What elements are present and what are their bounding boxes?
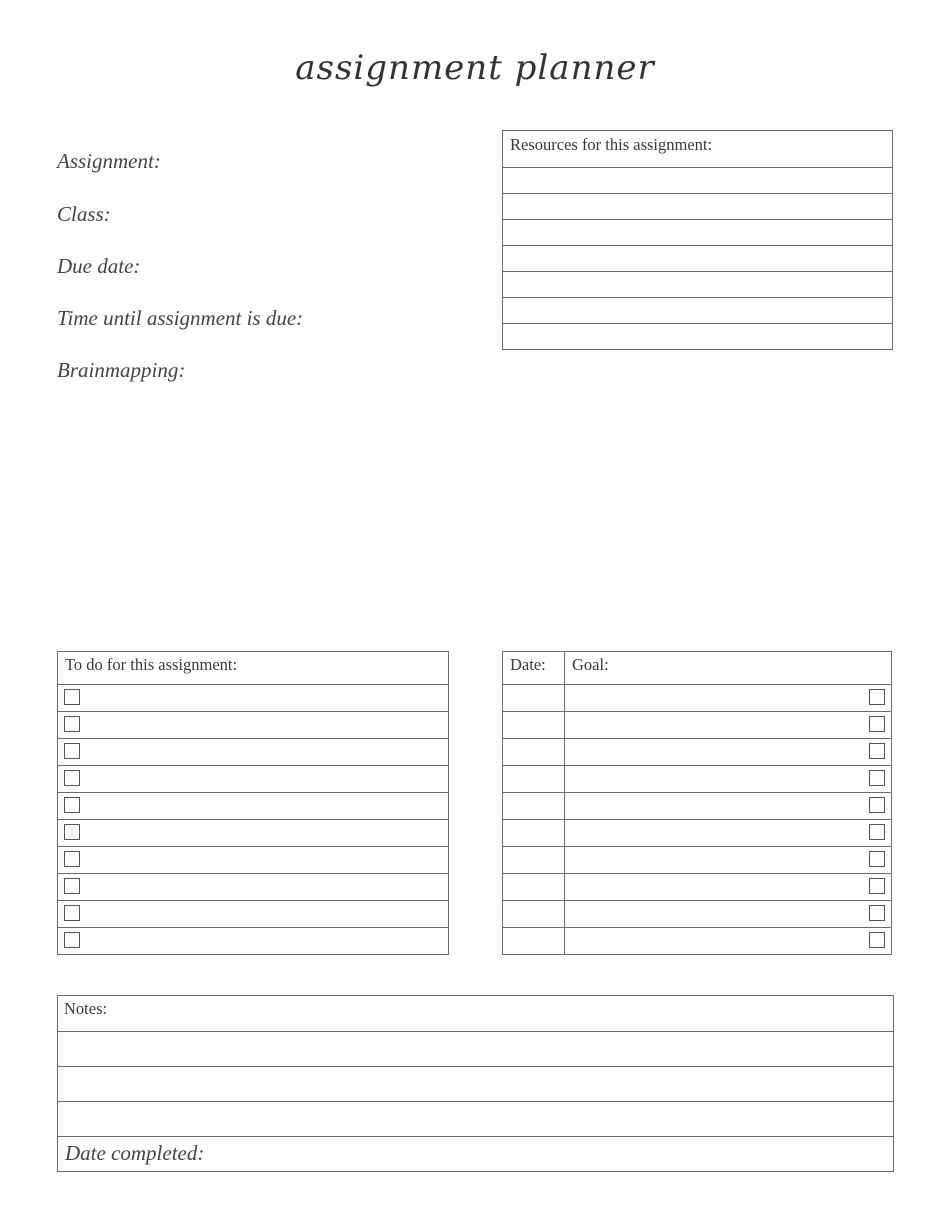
goal-cell[interactable] [565, 685, 892, 712]
todo-item-cell[interactable] [58, 739, 449, 766]
resource-line [503, 246, 893, 272]
goal-row [503, 928, 892, 955]
todo-item-cell[interactable] [58, 928, 449, 955]
goal-date-cell[interactable] [503, 739, 565, 766]
goal-date-cell[interactable] [503, 766, 565, 793]
notes-line-cell[interactable] [58, 1102, 894, 1137]
time-until-due-label: Time until assignment is due: [57, 306, 304, 330]
resources-table [502, 130, 893, 350]
goal-cell[interactable] [565, 820, 892, 847]
goal-checkbox[interactable] [869, 824, 885, 840]
resource-line [503, 194, 893, 220]
goal-row [503, 685, 892, 712]
class-label: Class: [57, 202, 111, 226]
goal-row [503, 739, 892, 766]
date-completed-label[interactable]: Date completed: [58, 1137, 894, 1172]
goal-checkbox[interactable] [869, 689, 885, 705]
goal-row [503, 874, 892, 901]
goal-cell[interactable] [565, 739, 892, 766]
resource-line [503, 272, 893, 298]
goal-checkbox[interactable] [869, 851, 885, 867]
todo-checkbox[interactable] [64, 878, 80, 894]
goal-cell[interactable] [565, 874, 892, 901]
resource-line [503, 220, 893, 246]
goal-date-cell[interactable] [503, 820, 565, 847]
goal-date-cell[interactable] [503, 685, 565, 712]
todo-item-cell[interactable] [58, 685, 449, 712]
goal-date-cell[interactable] [503, 712, 565, 739]
goals-date-header: Date: [503, 652, 565, 685]
todo-checkbox[interactable] [64, 770, 80, 786]
todo-item-cell[interactable] [58, 874, 449, 901]
todo-checkbox[interactable] [64, 797, 80, 813]
todo-checkbox[interactable] [64, 689, 80, 705]
goal-checkbox[interactable] [869, 743, 885, 759]
goal-checkbox[interactable] [869, 797, 885, 813]
todo-row [58, 901, 449, 928]
goals-goal-header: Goal: [565, 652, 892, 685]
due-date-label: Due date: [57, 254, 141, 278]
notes-header: Notes: [58, 996, 894, 1032]
todo-checkbox[interactable] [64, 824, 80, 840]
resource-line-cell[interactable] [503, 324, 893, 350]
goal-checkbox[interactable] [869, 716, 885, 732]
todo-checkbox[interactable] [64, 905, 80, 921]
notes-line [58, 1067, 894, 1102]
resource-line-cell[interactable] [503, 220, 893, 246]
notes-line-cell[interactable] [58, 1067, 894, 1102]
todo-row [58, 685, 449, 712]
goal-cell[interactable] [565, 766, 892, 793]
goal-cell[interactable] [565, 928, 892, 955]
date-completed-row [58, 1137, 894, 1172]
goal-cell[interactable] [565, 847, 892, 874]
resource-line [503, 324, 893, 350]
goal-row [503, 901, 892, 928]
todo-item-cell[interactable] [58, 847, 449, 874]
todo-row [58, 847, 449, 874]
goal-cell[interactable] [565, 793, 892, 820]
todo-row [58, 739, 449, 766]
todo-checkbox[interactable] [64, 743, 80, 759]
todo-item-cell[interactable] [58, 793, 449, 820]
goal-date-cell[interactable] [503, 928, 565, 955]
goal-row [503, 712, 892, 739]
goal-row [503, 793, 892, 820]
resource-line-cell[interactable] [503, 246, 893, 272]
goal-checkbox[interactable] [869, 770, 885, 786]
todo-row [58, 712, 449, 739]
todo-row [58, 793, 449, 820]
todo-row [58, 820, 449, 847]
todo-table [57, 651, 449, 955]
resource-line-cell[interactable] [503, 194, 893, 220]
notes-table [57, 995, 894, 1172]
notes-line [58, 1032, 894, 1067]
goal-row [503, 847, 892, 874]
notes-line-cell[interactable] [58, 1032, 894, 1067]
assignment-label: Assignment: [57, 149, 161, 173]
todo-item-cell[interactable] [58, 901, 449, 928]
goal-row [503, 820, 892, 847]
goal-row [503, 766, 892, 793]
goal-date-cell[interactable] [503, 793, 565, 820]
todo-row [58, 928, 449, 955]
resource-line-cell[interactable] [503, 298, 893, 324]
goal-date-cell[interactable] [503, 901, 565, 928]
goal-cell[interactable] [565, 901, 892, 928]
todo-item-cell[interactable] [58, 820, 449, 847]
notes-line [58, 1102, 894, 1137]
goals-table [502, 651, 892, 955]
todo-item-cell[interactable] [58, 712, 449, 739]
goal-checkbox[interactable] [869, 932, 885, 948]
resource-line [503, 298, 893, 324]
page-title: assignment planner [295, 48, 655, 88]
resource-line-cell[interactable] [503, 168, 893, 194]
resource-line [503, 168, 893, 194]
todo-row [58, 766, 449, 793]
goal-cell[interactable] [565, 712, 892, 739]
todo-checkbox[interactable] [64, 932, 80, 948]
brainmapping-label: Brainmapping: [57, 358, 186, 382]
goal-date-cell[interactable] [503, 847, 565, 874]
resources-header: Resources for this assignment: [503, 131, 893, 168]
todo-checkbox[interactable] [64, 851, 80, 867]
todo-item-cell[interactable] [58, 766, 449, 793]
todo-header: To do for this assignment: [58, 652, 449, 685]
goal-date-cell[interactable] [503, 874, 565, 901]
todo-row [58, 874, 449, 901]
todo-checkbox[interactable] [64, 716, 80, 732]
goal-checkbox[interactable] [869, 905, 885, 921]
goal-checkbox[interactable] [869, 878, 885, 894]
resource-line-cell[interactable] [503, 272, 893, 298]
